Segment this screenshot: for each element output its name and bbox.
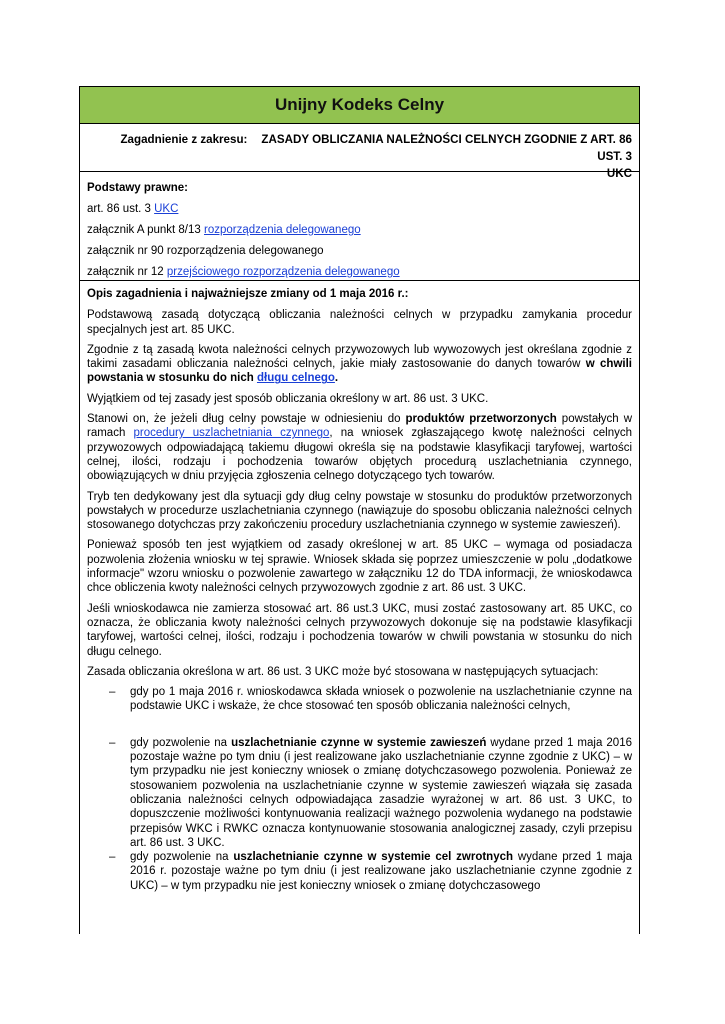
- transitional-regulation-link[interactable]: przejściowego rozporządzenia delegowanego: [166, 266, 400, 278]
- legal-basis-item: załącznik nr 12 przejściowego rozporządzenia delegowanego: [87, 266, 400, 278]
- paragraph: Jeśli wnioskodawca nie zamierza stosować art. 86 ust.3 UKC, musi zostać zastosowany art. 85 UKC, co oznacza, że obliczania kwoty należności celnych przywozowych dokonuje się na podstawie klasyfikacji taryfowej, wartości celnej, ilości, rodzaju i pochodzenia towarów w chwili powstania w stosunku do nich długu celnego.: [87, 602, 632, 658]
- legal-basis-item: załącznik A punkt 8/13 rozporządzenia delegowanego: [87, 224, 361, 236]
- paragraph: Ponieważ sposób ten jest wyjątkiem od zasady określonej w art. 85 UKC – wymaga od posiadacza pozwolenia złożenia wniosku w tej sprawie. Wniosek składa się poprzez umieszczenie w polu „dodatkowe informacje" wzoru wniosku o pozwolenie zawartego w załączniku 12 do TDA informacji, że wnioskodawca chce obliczenia kwoty należności celnych przywozowych zgodnie z art. 86 ust. 3 UKC.: [87, 539, 632, 595]
- delegated-regulation-link[interactable]: rozporządzenia delegowanego: [204, 224, 361, 236]
- legal-basis-heading: Podstawy prawne:: [87, 182, 188, 194]
- list-item: – gdy pozwolenie na uszlachetnianie czynne w systemie zawieszeń wydane przed 1 maja 2016 pozostaje ważne po tym dniu (i jest realizowane jako uszlachetnianie czynne zgodnie z UKC) – w tym przypadku nie jest konieczny wniosek o zmianę dotychczasowego pozwolenia. Ponieważ ze stosowaniem pozwolenia na uszlachetnianie czynne w systemie zawieszeń wiązała się zasada obliczania należności celnych odpowiadająca zasadzie wyrażonej w art. 86 ust. 3 UKC, to dopuszczenie możliwości kontynuowania realizacji ważnego pozwolenia wydanego na podstawie przepisów WKC i RWKC oznacza kontynuowanie stosowania analogicznej zasady, czyli przepisu art. 86 ust. 3 UKC.: [109, 736, 632, 849]
- paragraph: Zasada obliczania określona w art. 86 ust. 3 UKC może być stosowana w następujących sytuacjach:: [87, 665, 599, 678]
- inward-processing-link[interactable]: procedury uszlachetniania czynnego: [133, 427, 330, 440]
- legal-basis-item: załącznik nr 90 rozporządzenia delegowanego: [87, 245, 324, 257]
- topic-label: Zagadnienie z zakresu:: [120, 133, 248, 146]
- topic-row: [80, 124, 639, 180]
- paragraph: Wyjątkiem od tej zasady jest sposób obliczania określony w art. 86 ust. 3 UKC.: [87, 392, 489, 405]
- situations-list: [87, 685, 632, 893]
- document-table: [79, 86, 640, 934]
- paragraph: Podstawową zasadą dotyczącą obliczania należności celnych w przypadku zamykania procedur specjalnych jest art. 85 UKC.: [87, 309, 632, 336]
- dash-bullet: –: [109, 736, 116, 749]
- paragraph: Zgodnie z tą zasadą kwota należności celnych przywozowych lub wywozowych jest określana zgodnie z takimi zasadami obliczania należności celnych, jakie miały zastosowanie do danych towarów w chwili powstania w stosunku do nich długu celnego.: [87, 343, 632, 385]
- customs-debt-link[interactable]: długu celnego: [256, 372, 335, 385]
- title-row: [80, 87, 639, 124]
- page-title: Unijny Kodeks Celny: [274, 95, 445, 114]
- description-heading: Opis zagadnienia i najważniejsze zmiany od 1 maja 2016 r.:: [87, 288, 409, 300]
- list-item: – gdy pozwolenie na uszlachetnianie czynne w systemie cel zwrotnych wydane przed 1 maja 2016 r. pozostaje ważne po tym dniu (i jest realizowane jako uszlachetnianie czynne zgodnie z UKC) – w tym przypadku nie jest konieczny wniosek o zmianę dotychczasowego: [109, 851, 632, 892]
- dash-bullet: –: [109, 851, 116, 864]
- list-item: – gdy po 1 maja 2016 r. wnioskodawca składa wniosek o pozwolenie na uszlachetnianie czynne na podstawie UKC i wskaże, że chce stosować ten sposób obliczania należności celnych,: [109, 686, 632, 713]
- paragraph: Tryb ten dedykowany jest dla sytuacji gdy dług celny powstaje w stosunku do produktów przetworzonych powstałych w procedurze uszlachetniania czynnego (nawiązuje do sposobu obliczania należności celnych stosowanego dotychczas przy zakończeniu procedury uszlachetniania czynnego w systemie zawieszeń).: [87, 490, 632, 532]
- description-section: [80, 281, 639, 893]
- paragraph: Stanowi on, że jeżeli dług celny powstaje w odniesieniu do produktów przetworzonych powstałych w ramach procedury uszlachetniania czynnego, na wniosek zgłaszającego kwotę należności celnych przywozowych odpowiadającą takiemu długowi określa się na podstawie klasyfikacji taryfowej, wartości celnej, ilości, rodzaju i pochodzenia towarów objętych procedurą uszlachetniania czynnego, obowiązujących w dniu przyjęcia zgłoszenia celnego dotyczącego tych towarów.: [87, 413, 633, 483]
- topic-value: ZASADY OBLICZANIA NALEŻNOŚCI CELNYCH ZGODNIE Z ART. 86 UST. 3: [261, 133, 632, 163]
- dash-bullet: –: [109, 686, 116, 699]
- ukc-link[interactable]: UKC: [154, 203, 179, 215]
- legal-basis-item: art. 86 ust. 3 UKC: [87, 203, 179, 215]
- topic-value-cont: UKC: [606, 167, 632, 180]
- legal-basis-section: [80, 172, 639, 281]
